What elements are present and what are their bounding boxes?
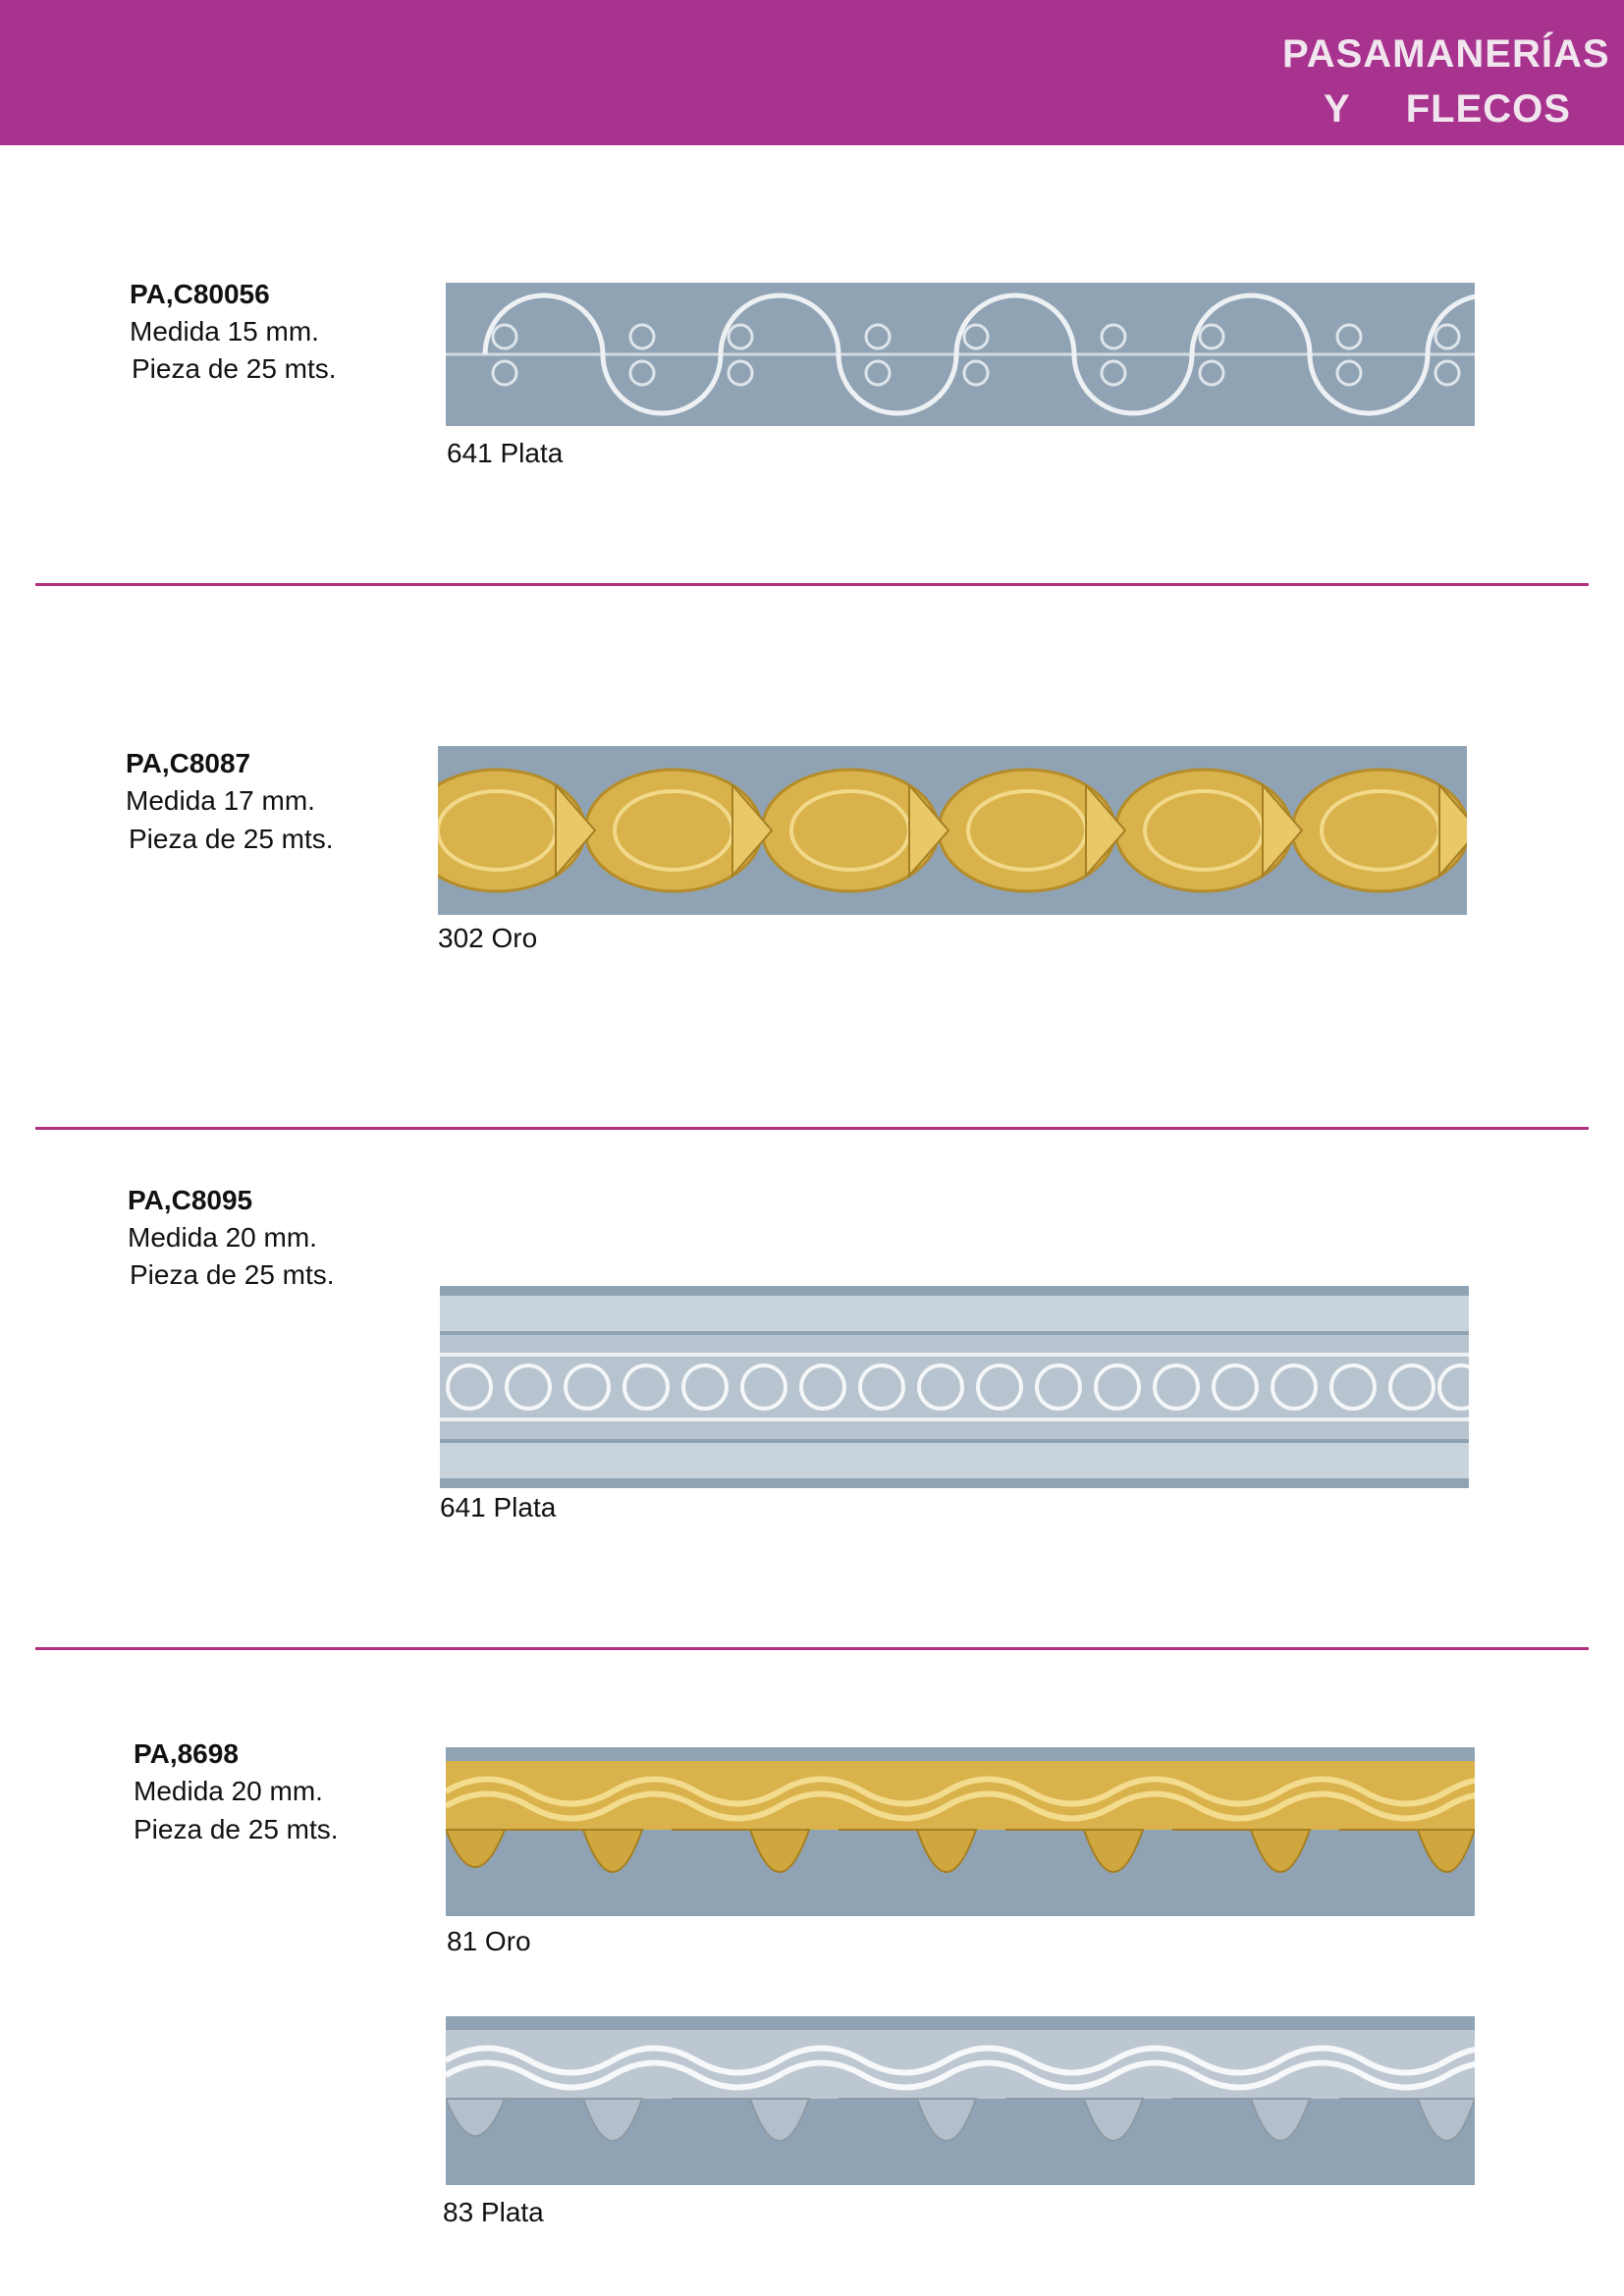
section-divider — [35, 1127, 1589, 1130]
trim-swatch-gold — [438, 746, 1467, 915]
product-piece: Pieza de 25 mts. — [132, 353, 337, 384]
product-code: PA,8698 — [134, 1738, 239, 1769]
section-divider — [35, 1647, 1589, 1650]
product-code: PA,C8087 — [126, 748, 251, 778]
header-title: PASAMANERÍAS — [1282, 32, 1610, 76]
trim-swatch-silver — [446, 2016, 1475, 2185]
variant-label: 302 Oro — [438, 923, 538, 953]
product-code: PA,C80056 — [130, 279, 270, 309]
header-subtitle — [1324, 87, 1571, 132]
variant-label: 641 Plata — [447, 438, 564, 468]
variant-label: 81 Oro — [447, 1926, 531, 1956]
trim-swatch-silver — [446, 283, 1475, 426]
product-code: PA,C8095 — [128, 1185, 253, 1215]
product-piece: Pieza de 25 mts. — [129, 824, 334, 854]
product-size: Medida 17 mm. — [126, 785, 315, 816]
product-piece: Pieza de 25 mts. — [134, 1814, 339, 1844]
product-size: Medida 20 mm. — [128, 1222, 317, 1253]
product-size: Medida 15 mm. — [130, 316, 319, 347]
header-subtitle-a: Y — [1324, 87, 1351, 131]
product-piece: Pieza de 25 mts. — [130, 1259, 335, 1290]
header-subtitle-b: FLECOS — [1405, 87, 1571, 131]
trim-swatch-gold — [446, 1747, 1475, 1916]
variant-label: 641 Plata — [440, 1492, 557, 1522]
product-size: Medida 20 mm. — [134, 1776, 323, 1806]
variant-label: 83 Plata — [443, 2197, 544, 2227]
section-divider — [35, 583, 1589, 586]
header-banner — [0, 0, 1624, 145]
trim-swatch-silver — [440, 1286, 1469, 1488]
